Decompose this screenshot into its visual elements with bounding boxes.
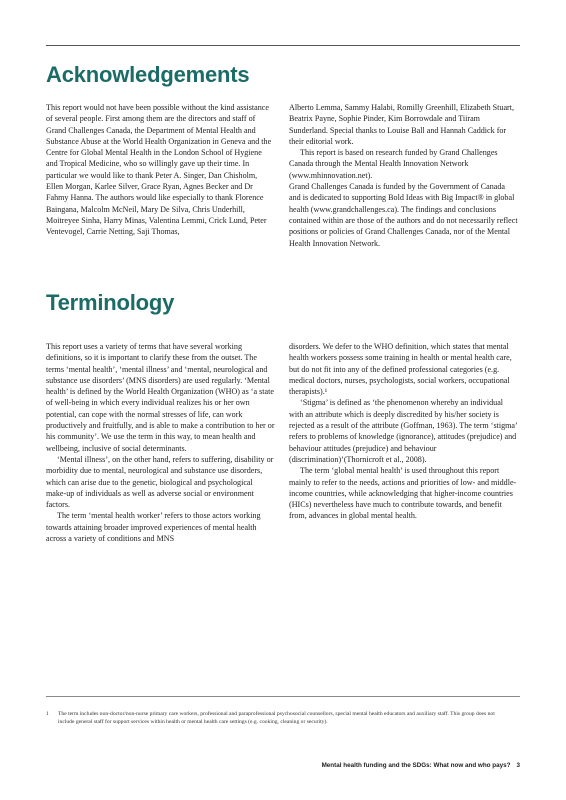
- acknowledgements-left-column: [46, 102, 275, 238]
- page-number: 3: [516, 762, 520, 769]
- paragraph: disorders. We defer to the WHO definition, which states that mental health workers possess some training in health or mental health care, but do not fit into any of the defined professional categories (e.g. medical doctors, nurses, psychologists, social workers, occupational therapists).¹: [289, 342, 512, 397]
- top-rule: [46, 45, 520, 46]
- footnote-number: 1: [46, 711, 49, 717]
- paragraph: The term ‘mental health worker’ refers to those actors working towards attaining broader improved experiences of mental health across a variety of conditions and MNS: [46, 511, 261, 544]
- paragraph: This report is based on research funded by Grand Challenges Canada through the Mental Health Innovation Network (www.mhinnovation.net).: [289, 148, 498, 180]
- section-heading-acknowledgements: Acknowledgements: [46, 62, 250, 87]
- paragraph: The term ‘global mental health’ is used throughout this report mainly to refer to the needs, actions and priorities of low- and middle-income countries, while acknowledging that higher-income countries (HICs) nevertheless have much to contribute towards, and benefit from, advances in global mental health.: [289, 466, 517, 521]
- terminology-right-column: [289, 341, 518, 522]
- paragraph: Alberto Lemma, Sammy Halabi, Romilly Greenhill, Elizabeth Stuart, Beatrix Payne, Sophie Pinder, Kim Borrowdale and Tiiram Sunderland. Special thanks to Louise Ball and Hannah Caddick for their editorial work.: [289, 103, 515, 146]
- paragraph: ‘Mental illness’, on the other hand, refers to suffering, disability or morbidity due to mental, neurological and substance use disorders, which can arise due to the genetic, biological and psychological make-up of individuals as well as adverse social or environment factors.: [46, 454, 274, 510]
- terminology-left-column: [46, 341, 275, 544]
- footnote-text: The term includes non-doctor/non-nurse primary care workers, professional and paraprofessional psychosocial counsellors, special mental health educators and auxiliary staff. This group does not include general staff for support services within health or mental health care settings (e.g. cooking, cleaning or security).: [58, 711, 495, 725]
- section-heading-terminology: Terminology: [46, 290, 175, 315]
- running-title: Mental health funding and the SDGs: What now and who pays?: [321, 762, 511, 769]
- footnote: [46, 711, 506, 727]
- acknowledgements-right-column: [289, 102, 518, 249]
- footnote-rule: [46, 696, 520, 697]
- paragraph: This report would not have been possible without the kind assistance of several people. First among them are the directors and staff of Grand Challenges Canada, the Department of Mental Health and Substance Abuse at the World Health Organization in Geneva and the Centre for Global Mental Health in the London School of Hygiene and Tropical Medicine, who so willingly gave up their time. In particular we would like to thank Peter A. Singer, Dan Chisholm, Ellen Morgan, Karlee Silver, Grace Ryan, Agnes Becker and Dr Fahmy Hanna. The authors would like especially to thank Florence Baingana, Malcolm McNeil, Mary De Silva, Chris Underhill, Moitreyee Sinha, Harry Minas, Valentina Lemmi, Crick Lund, Peter Ventevogel, Carrie Netting, Saji Thomas,: [46, 103, 272, 237]
- paragraph: This report uses a variety of terms that have several working definitions, so it is important to clarify these from the outset. The terms ‘mental health’, ‘mental illness’ and ‘mental, neurological and substance use disorders’ (MNS disorders) are used regularly. ‘Mental health’ is defined by the World Health Organization (WHO) as ‘a state of well-being in which every individual realizes his or her own potential, can cope with the normal stresses of life, can work productively and fruitfully, and is able to make a contribution to her or his community’. We use the term in this way, to mean health and wellbeing, inclusive of social determinants.: [46, 342, 275, 453]
- paragraph: ‘Stigma’ is defined as ‘the phenomenon whereby an individual with an attribute which is deeply discredited by his/her society is rejected as a result of the attribute (Goffman, 1963). The term ‘stigma’ refers to problems of knowledge (ignorance), attitudes (prejudice) and behaviour attitudes (prejudice) and behaviour (discrimination)’(Thornicroft et al., 2008).: [289, 398, 518, 464]
- page-footer: [322, 762, 520, 769]
- paragraph: Grand Challenges Canada is funded by the Government of Canada and is dedicated to supporting Bold Ideas with Big Impact® in global health (www.grandchallenges.ca). The findings and conclusions contained within are those of the authors and do not necessarily reflect positions or policies of Grand Challenges Canada, nor of the Mental Health Innovation Network.: [289, 182, 518, 248]
